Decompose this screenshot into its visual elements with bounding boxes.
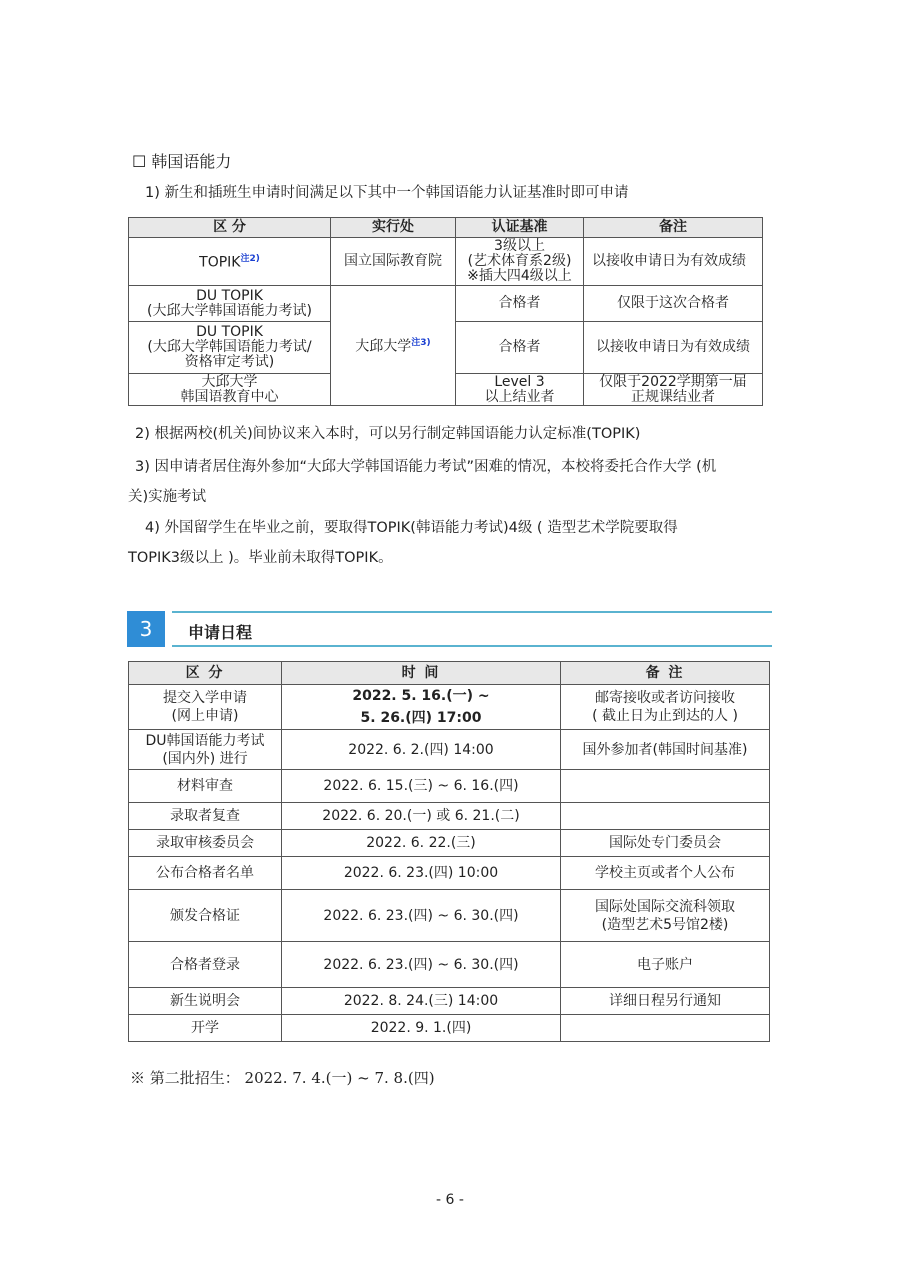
schedule-time: 2022. 9. 1.(四) bbox=[282, 1015, 561, 1042]
cell-language-center: 大邱大学 韩国语教育中心 bbox=[129, 374, 331, 406]
note-4-text-b: TOPIK3级以上 )。毕业前未取得TOPIK。 bbox=[128, 550, 393, 566]
schedule-category: 新生说明会 bbox=[129, 988, 282, 1015]
schedule-remark: 国外参加者(韩国时间基准) bbox=[561, 730, 770, 770]
item-1-text: 1) 新生和插班生申请时间满足以下其中一个韩国语能力认证基准时即可申请 bbox=[145, 185, 629, 201]
schedule-remark bbox=[561, 1015, 770, 1042]
schedule-time: 2022. 6. 22.(三) bbox=[282, 830, 561, 857]
section-title-korean-ability: ☐ 韩国语能力 bbox=[132, 152, 232, 171]
header-time: 时 间 bbox=[282, 662, 561, 685]
section-bottom-rule bbox=[172, 645, 772, 647]
schedule-remark: 国际处专门委员会 bbox=[561, 830, 770, 857]
schedule-time: 2022. 5. 16.(一) ~ 5. 26.(四) 17:00 bbox=[282, 685, 561, 730]
schedule-row bbox=[129, 803, 770, 830]
note-2-mark: 注2) bbox=[240, 254, 260, 265]
cell-du1-remark: 仅限于这次合格者 bbox=[584, 286, 763, 322]
cell-topik: TOPIK$^{注2)}$ bbox=[129, 238, 331, 286]
schedule-row bbox=[129, 942, 770, 988]
schedule-row bbox=[129, 830, 770, 857]
schedule-category: 颁发合格证 bbox=[129, 890, 282, 942]
schedule-time: 2022. 6. 23.(四) ~ 6. 30.(四) bbox=[282, 942, 561, 988]
cell-center-standard: Level 3 以上结业者 bbox=[456, 374, 584, 406]
cell-topik-standard: 3级以上 (艺术体育系2级) ※插大四4级以上 bbox=[456, 238, 584, 286]
note-4-text-a: 4) 外国留学生在毕业之前，要取得TOPIK(韩语能力考试)4级 ( 造型艺术学院要取得 bbox=[145, 520, 678, 536]
schedule-table bbox=[128, 661, 770, 1042]
cell-du2-remark: 以接收申请日为有效成绩 bbox=[584, 322, 763, 374]
section-number-badge: 3 bbox=[127, 611, 165, 647]
schedule-remark: 邮寄接收或者访问接收 ( 截止日为止到达的人 ) bbox=[561, 685, 770, 730]
cell-du2-standard: 合格者 bbox=[456, 322, 584, 374]
schedule-time: 2022. 6. 2.(四) 14:00 bbox=[282, 730, 561, 770]
schedule-row bbox=[129, 730, 770, 770]
schedule-remark: 国际处国际交流科领取 (造型艺术5号馆2楼) bbox=[561, 890, 770, 942]
schedule-row bbox=[129, 1015, 770, 1042]
schedule-time: 2022. 6. 20.(一) 或 6. 21.(二) bbox=[282, 803, 561, 830]
schedule-category: DU韩国语能力考试 (国内外) 进行 bbox=[129, 730, 282, 770]
schedule-category: 公布合格者名单 bbox=[129, 857, 282, 890]
schedule-time: 2022. 6. 15.(三) ~ 6. 16.(四) bbox=[282, 770, 561, 803]
header-category: 区 分 bbox=[129, 662, 282, 685]
schedule-remark bbox=[561, 770, 770, 803]
cell-center-remark: 仅限于2022学期第一届 正规课结业者 bbox=[584, 374, 763, 406]
note-3-text-a: 3) 因申请者居住海外参加“大邱大学韩国语能力考试”困难的情况，本校将委托合作大学 (机 bbox=[135, 459, 717, 475]
schedule-remark bbox=[561, 803, 770, 830]
header-remark: 备注 bbox=[584, 218, 763, 238]
schedule-category: 材料审查 bbox=[129, 770, 282, 803]
cell-du1-standard: 合格者 bbox=[456, 286, 584, 322]
schedule-row bbox=[129, 685, 770, 730]
cell-du-topik-2: DU TOPIK (大邱大学韩国语能力考试/ 资格审定考试) bbox=[129, 322, 331, 374]
cell-topik-remark: 以接收申请日为有效成绩 bbox=[584, 238, 763, 286]
schedule-row bbox=[129, 857, 770, 890]
schedule-category: 开学 bbox=[129, 1015, 282, 1042]
schedule-row bbox=[129, 770, 770, 803]
cell-topik-agency: 国立国际教育院 bbox=[331, 238, 456, 286]
schedule-remark: 详细日程另行通知 bbox=[561, 988, 770, 1015]
schedule-time: 2022. 8. 24.(三) 14:00 bbox=[282, 988, 561, 1015]
header-standard: 认证基准 bbox=[456, 218, 584, 238]
section-top-rule bbox=[172, 611, 772, 613]
schedule-time: 2022. 6. 23.(四) 10:00 bbox=[282, 857, 561, 890]
header-agency: 实行处 bbox=[331, 218, 456, 238]
cell-du-agency: 大邱大学$^{注3)}$ bbox=[331, 286, 456, 406]
note-3-text-b: 关)实施考试 bbox=[128, 489, 207, 505]
schedule-category: 提交入学申请 (网上申请) bbox=[129, 685, 282, 730]
schedule-remark: 电子账户 bbox=[561, 942, 770, 988]
note-2-text: 2) 根据两校(机关)间协议来入本时，可以另行制定韩国语能力认定标准(TOPIK) bbox=[135, 426, 641, 442]
schedule-row bbox=[129, 890, 770, 942]
header-category: 区 分 bbox=[129, 218, 331, 238]
note-3-mark: 注3) bbox=[411, 338, 431, 349]
schedule-category: 录取审核委员会 bbox=[129, 830, 282, 857]
schedule-remark: 学校主页或者个人公布 bbox=[561, 857, 770, 890]
cell-du-topik-1: DU TOPIK (大邱大学韩国语能力考试) bbox=[129, 286, 331, 322]
schedule-category: 录取者复查 bbox=[129, 803, 282, 830]
schedule-category: 合格者登录 bbox=[129, 942, 282, 988]
second-round-footnote: ※ 第二批招生： 2022. 7. 4.(一) ~ 7. 8.(四) bbox=[130, 1069, 435, 1087]
page-number: - 6 - bbox=[436, 1192, 464, 1208]
section-title-schedule: 申请日程 bbox=[188, 623, 253, 642]
header-remark: 备 注 bbox=[561, 662, 770, 685]
schedule-time: 2022. 6. 23.(四) ~ 6. 30.(四) bbox=[282, 890, 561, 942]
korean-ability-table bbox=[128, 217, 763, 406]
schedule-row bbox=[129, 988, 770, 1015]
